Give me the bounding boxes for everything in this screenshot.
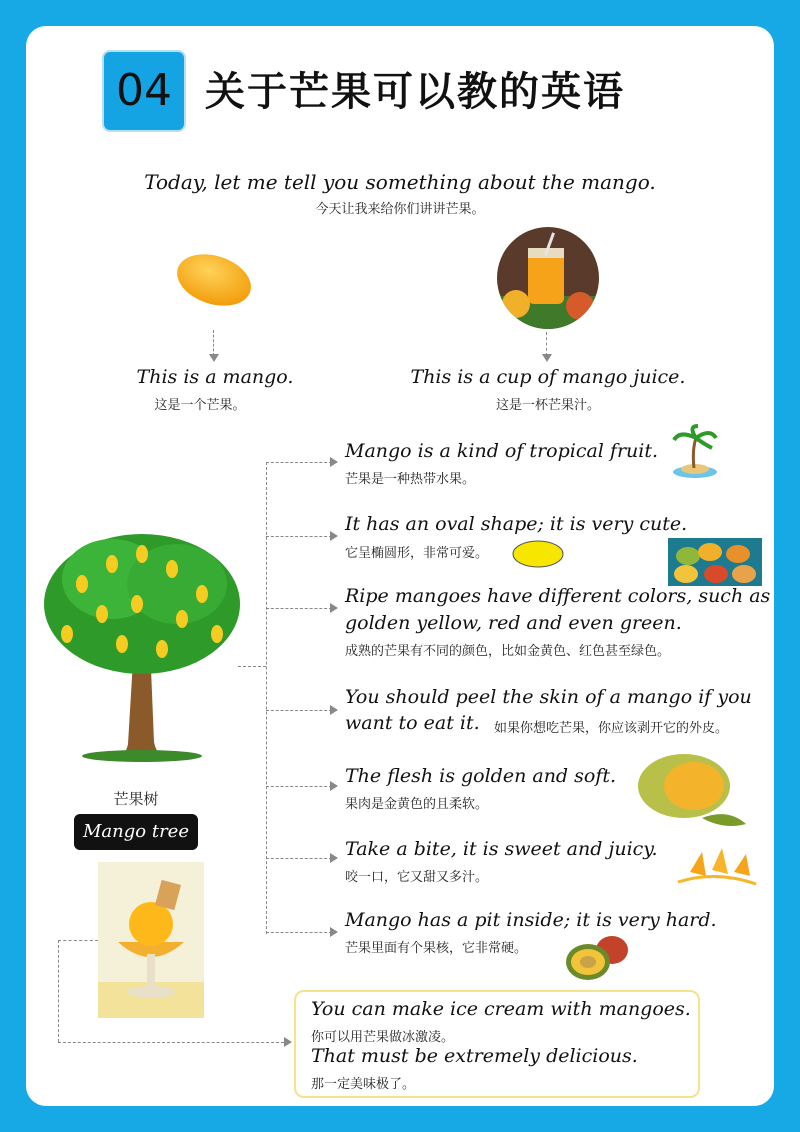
arrow-head — [330, 781, 338, 791]
fact-peel-en-1: You should peel the skin of a mango if you — [345, 686, 752, 708]
connector-icecream — [58, 940, 59, 1042]
arrow-head — [330, 927, 338, 937]
fact-colors-en-2: golden yellow, red and even green. — [345, 612, 682, 634]
mango-image — [172, 248, 256, 310]
mango-caption-cn: 这是一个芒果。 — [154, 398, 246, 413]
icecream-cn-2: 那一定美味极了。 — [311, 1077, 416, 1092]
fact-bite-cn: 咬一口，它又甜又多汁。 — [345, 870, 489, 885]
arrow-head — [284, 1037, 292, 1047]
tree-label-cn: 芒果树 — [113, 790, 159, 808]
connector-icecream — [58, 940, 98, 941]
fact-flesh-en: The flesh is golden and soft. — [345, 765, 617, 787]
juicy-mango-image — [672, 842, 760, 898]
ice-cream-image — [98, 862, 204, 1018]
connector-trunk — [266, 462, 267, 934]
intro-english: Today, let me tell you something about the mango. — [144, 170, 656, 194]
fact-peel-cn: 如果你想吃芒果，你应该剥开它的外皮。 — [494, 721, 729, 736]
arrow-head — [542, 354, 552, 362]
arrow-line — [213, 330, 214, 356]
fact-tropical-en: Mango is a kind of tropical fruit. — [345, 440, 659, 462]
fact-bite-en: Take a bite, it is sweet and juicy. — [345, 838, 658, 860]
section-number-badge: 04 — [104, 52, 184, 130]
connector-branch — [266, 858, 332, 859]
peeled-mango-image — [632, 748, 748, 830]
arrow-head — [330, 531, 338, 541]
connector-branch — [266, 536, 332, 537]
connector-branch — [266, 710, 332, 711]
connector-branch — [266, 462, 332, 463]
connector-branch — [266, 608, 332, 609]
tree-label-en: Mango tree — [74, 814, 198, 850]
arrow-head — [330, 705, 338, 715]
oval-shape — [510, 538, 566, 570]
arrow-head — [209, 354, 219, 362]
mango-caption-en: This is a mango. — [136, 366, 294, 388]
fact-pit-cn: 芒果里面有个果核，它非常硬。 — [345, 941, 528, 956]
connector-icecream — [58, 1042, 284, 1043]
mango-pit-image — [562, 932, 630, 982]
fact-tropical-cn: 芒果是一种热带水果。 — [345, 472, 476, 487]
icecream-cn-1: 你可以用芒果做冰激凌。 — [311, 1030, 455, 1045]
mango-colors-image — [668, 538, 762, 586]
fact-flesh-cn: 果肉是金黄色的且柔软。 — [345, 797, 489, 812]
arrow-line — [546, 332, 547, 356]
connector-branch — [266, 786, 332, 787]
fact-peel-en-2: want to eat it. — [345, 712, 480, 734]
intro-chinese: 今天让我来给你们讲讲芒果。 — [315, 202, 485, 217]
arrow-head — [330, 457, 338, 467]
icecream-en-1: You can make ice cream with mangoes. — [311, 998, 691, 1020]
palm-island-image — [670, 424, 720, 480]
page-title: 关于芒果可以教的英语 — [205, 69, 625, 115]
connector-tree — [238, 666, 266, 667]
fact-colors-cn: 成熟的芒果有不同的颜色，比如金黄色、红色甚至绿色。 — [345, 644, 671, 659]
fact-oval-en: It has an oval shape; it is very cute. — [345, 513, 688, 535]
connector-branch — [266, 932, 332, 933]
fact-oval-cn: 它呈椭圆形，非常可爱。 — [345, 546, 489, 561]
icecream-en-2: That must be extremely delicious. — [311, 1045, 638, 1067]
juice-caption-cn: 这是一杯芒果汁。 — [495, 398, 600, 413]
fact-pit-en: Mango has a pit inside; it is very hard. — [345, 909, 717, 931]
arrow-head — [330, 603, 338, 613]
arrow-head — [330, 853, 338, 863]
mango-tree-image — [42, 524, 244, 764]
fact-colors-en-1: Ripe mangoes have different colors, such as — [345, 585, 771, 607]
juice-caption-en: This is a cup of mango juice. — [410, 366, 686, 388]
mango-juice-image — [496, 226, 600, 330]
